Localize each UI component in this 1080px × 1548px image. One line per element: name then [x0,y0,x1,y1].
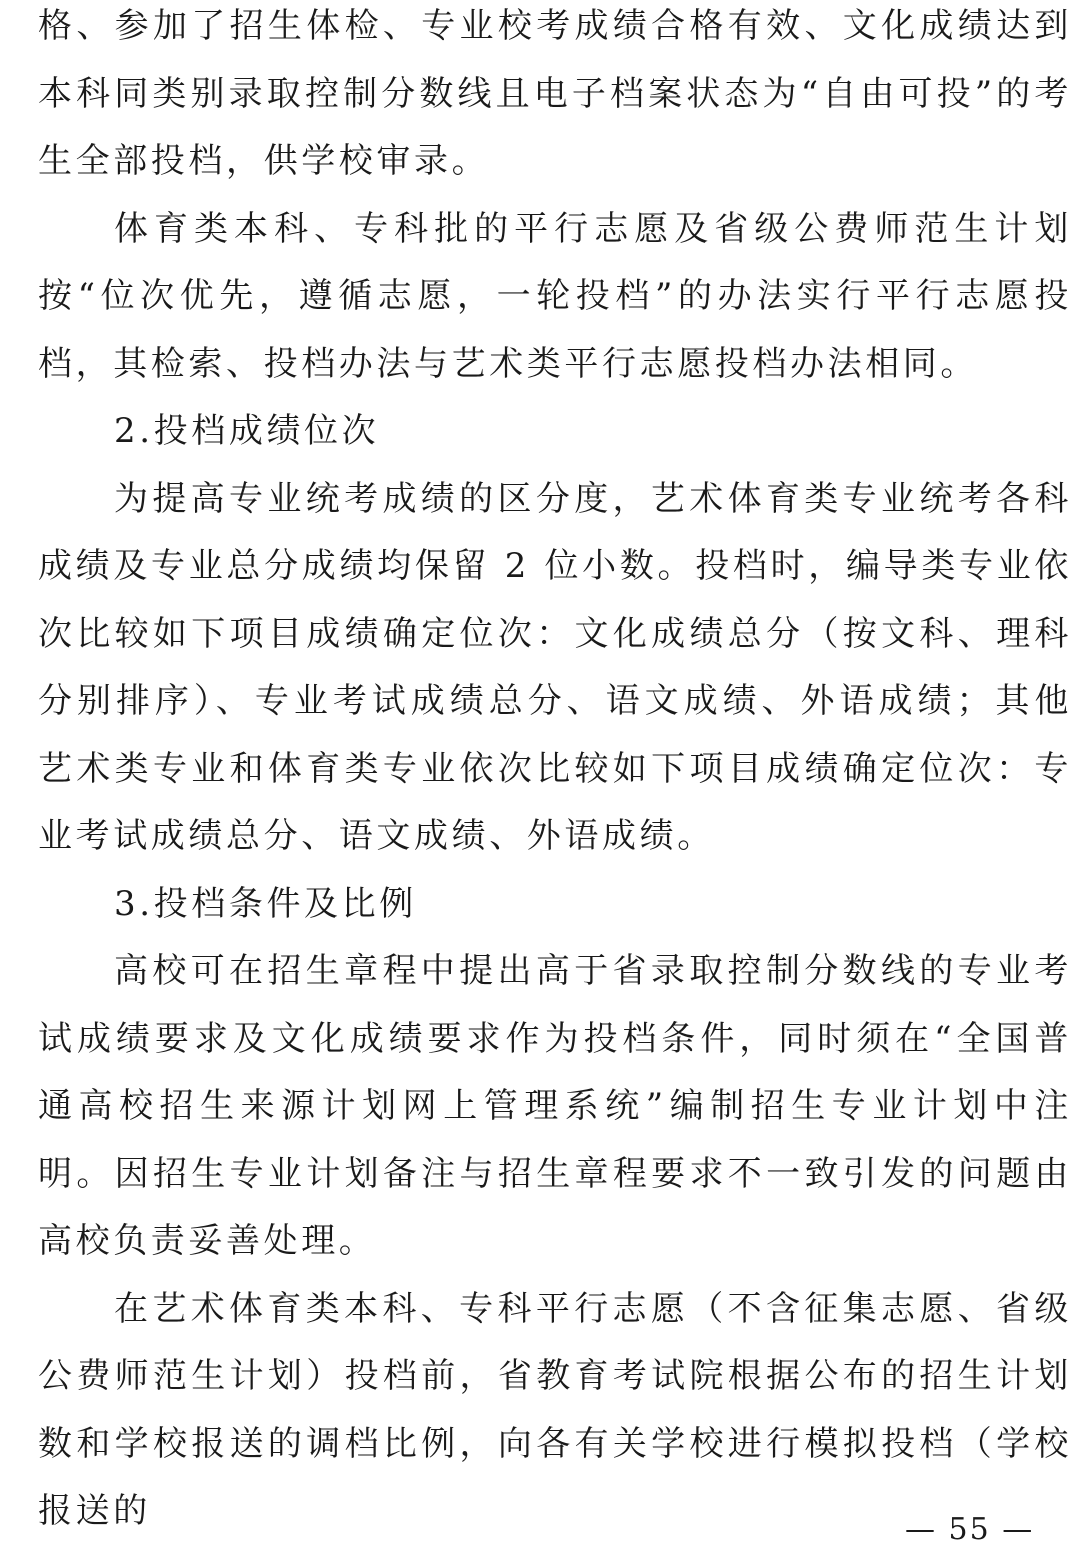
paragraph-simulated-filing: 在艺术体育类本科、专科平行志愿（不含征集志愿、省级公费师范生计划）投档前，省教育考试院根据公布的招生计划数和学校报送的调档比例，向各有关学校进行模拟投档（学校报送的 [38,1288,1072,1531]
paragraph-conditions: 高校可在招生章程中提出高于省录取控制分数线的专业考试成绩要求及文化成绩要求作为投档条件，同时须在“全国普通高校招生来源计划网上管理系统”编制招生专业计划中注明。因招生专业计划备注与招生章程要求不一致引发的问题由高校负责妥善处理。 [38,951,1072,1261]
paragraph-continuation: 格、参加了招生体检、专业校考成绩合格有效、文化成绩达到本科同类别录取控制分数线且电子档案状态为“自由可投”的考生全部投档，供学校审录。 [38,6,1072,181]
section-heading-conditions: 3.投档条件及比例 [114,883,417,924]
paragraph-sports-parallel-volunteer: 体育类本科、专科批的平行志愿及省级公费师范生计划按“位次优先，遵循志愿，一轮投档”的办法实行平行志愿投档，其检索、投档办法与艺术类平行志愿投档办法相同。 [38,208,1072,384]
document-page [38,0,1072,1546]
paragraph-ranking-rules: 为提高专业统考成绩的区分度，艺术体育类专业统考各科成绩及专业总分成绩均保留 2 位小数。投档时，编导类专业依次比较如下项目成绩确定位次：文化成绩总分（按文科、理科分别排序）、专业考试成绩总分、语文成绩、外语成绩；其他艺术类专业和体育类专业依次比较如下项目成绩确定位次：专业考试成绩总分、语文成绩、外语成绩。 [38,478,1072,856]
section-heading-ranking: 2.投档成绩位次 [114,411,380,451]
page-number: — 55 — [905,1512,1035,1547]
